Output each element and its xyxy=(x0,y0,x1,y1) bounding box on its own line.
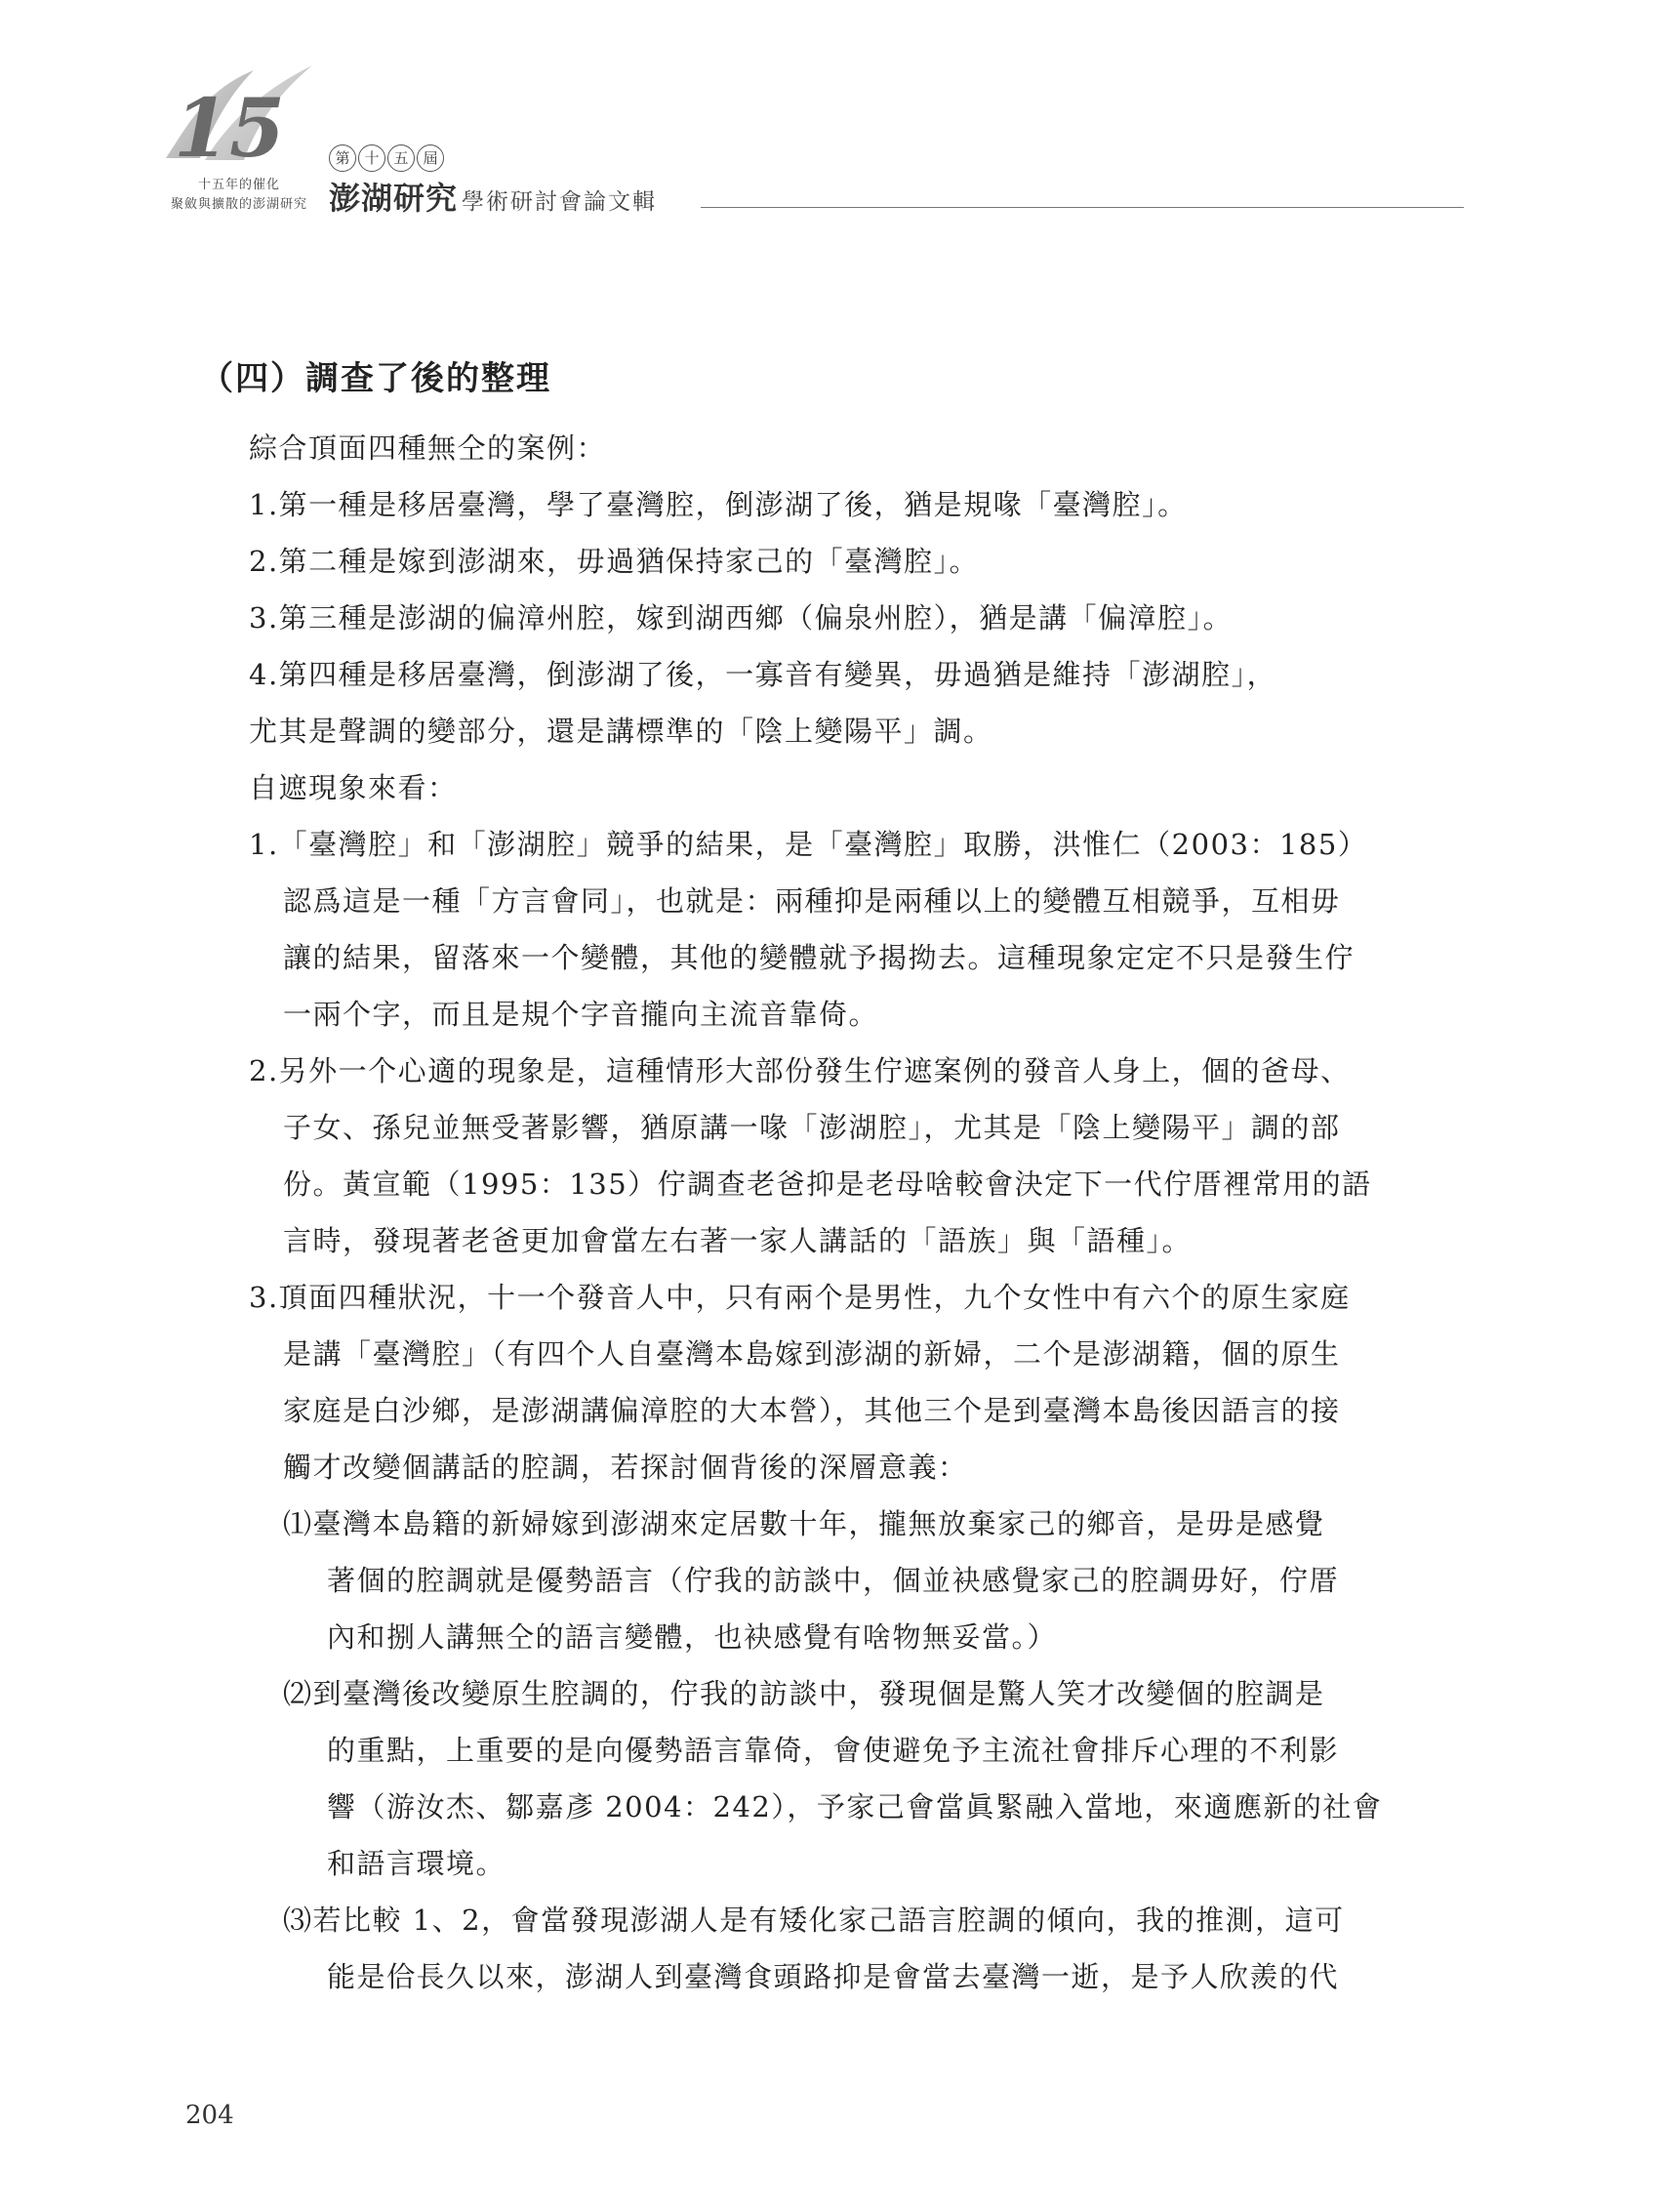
body-line: 家庭是白沙鄉，是澎湖講偏漳腔的大本營），其他三个是到臺灣本島後因語言的接 xyxy=(283,1394,1341,1427)
edition-char: 第 xyxy=(329,144,356,172)
body-line: 份。黃宣範（1995：135）佇調查老爸抑是老母啥較會決定下一代佇厝裡常用的語 xyxy=(283,1167,1372,1201)
body-line: 3.第三種是澎湖的偏漳州腔，嫁到湖西鄉（偏泉州腔），猶是講「偏漳腔」。 xyxy=(249,601,1234,635)
anniversary-logo xyxy=(146,51,322,187)
body-line: ⑵到臺灣後改變原生腔調的，佇我的訪談中，發現個是驚人笑才改變個的腔調是 xyxy=(283,1677,1325,1710)
logo-tagline-2: 聚斂與擴散的澎湖研究 xyxy=(170,197,307,212)
body-line: 觸才改變個講話的腔調，若探討個背後的深層意義： xyxy=(283,1451,968,1484)
body-line: ⑴臺灣本島籍的新婦嫁到澎湖來定居數十年，攏無放棄家己的鄉音，是毋是感覺 xyxy=(283,1507,1325,1540)
body-line: 3.頂面四種狀況，十一个發音人中，只有兩个是男性，九个女性中有六个的原生家庭 xyxy=(249,1281,1351,1314)
journal-title: 澎湖研究 xyxy=(329,180,459,217)
body-line: ⑶若比較 1、2，會當發現澎湖人是有矮化家己語言腔調的傾向，我的推測，這可 xyxy=(283,1904,1345,1937)
body-line: 讓的結果，留落來一个變體，其他的變體就予揭拗去。這種現象定定不只是發生佇 xyxy=(283,941,1356,974)
edition-badge xyxy=(329,144,444,174)
svg-text:15: 15 xyxy=(174,82,286,176)
body-line: 著個的腔調就是優勢語言（佇我的訪談中，個並袂感覺家己的腔調毋好，佇厝 xyxy=(327,1564,1340,1597)
body-line: 2.另外一个心適的現象是，這種情形大部份發生佇遮案例的發音人身上，個的爸母、 xyxy=(249,1054,1351,1087)
body-line: 能是佮長久以來，澎湖人到臺灣食頭路抑是會當去臺灣一逝，是予人欣羨的代 xyxy=(327,1960,1340,1993)
body-line: 響（游汝杰、鄒嘉彥 2004：242），予家己會當眞緊融入當地，來適應新的社會 xyxy=(327,1790,1383,1823)
body-line: 的重點，上重要的是向優勢語言靠倚，會使避免予主流社會排斥心理的不利影 xyxy=(327,1734,1340,1767)
header-divider xyxy=(701,207,1464,208)
body-line: 子女、孫兒並無受著影響，猶原講一喙「澎湖腔」，尤其是「陰上變陽平」調的部 xyxy=(283,1111,1341,1144)
body-line: 2.第二種是嫁到澎湖來，毋過猶保持家己的「臺灣腔」。 xyxy=(249,545,980,578)
body-line: 是講「臺灣腔」（有四个人自臺灣本島嫁到澎湖的新婦，二个是澎湖籍，個的原生 xyxy=(283,1337,1341,1371)
body-line: 1.「臺灣腔」和「澎湖腔」競爭的結果，是「臺灣腔」取勝，洪惟仁（2003：185） xyxy=(249,828,1368,861)
section-heading: （四）調查了後的整理 xyxy=(200,359,551,398)
body-line: 尤其是聲調的變部分，還是講標準的「陰上變陽平」調。 xyxy=(249,715,993,748)
journal-subtitle: 學術研討會論文輯 xyxy=(462,189,658,215)
body-line: 和語言環境。 xyxy=(327,1847,506,1880)
body-line: 綜合頂面四種無仝的案例： xyxy=(249,431,607,465)
page-number: 204 xyxy=(185,2101,234,2130)
body-line: 一兩个字，而且是規个字音攏向主流音靠倚。 xyxy=(283,998,879,1031)
body-line: 自遮現象來看： xyxy=(249,771,458,804)
edition-char: 十 xyxy=(358,144,385,172)
logo-tagline-1: 十五年的催化 xyxy=(197,178,280,192)
logo-15-emblem-icon xyxy=(146,51,322,187)
body-line: 1.第一種是移居臺灣，學了臺灣腔，倒澎湖了後，猶是規喙「臺灣腔」。 xyxy=(249,488,1188,521)
edition-char: 五 xyxy=(387,144,415,172)
body-line: 內和捌人講無仝的語言變體，也袂感覺有啥物無妥當。） xyxy=(327,1620,1058,1654)
body-line: 認爲這是一種「方言會同」，也就是：兩種抑是兩種以上的變體互相競爭，互相毋 xyxy=(283,884,1341,918)
body-line: 4.第四種是移居臺灣，倒澎湖了後，一寡音有變異，毋過猶是維持「澎湖腔」， xyxy=(249,658,1277,691)
body-line: 言時，發現著老爸更加會當左右著一家人講話的「語族」與「語種」。 xyxy=(283,1224,1193,1257)
edition-char: 屆 xyxy=(417,144,444,172)
journal-title-block xyxy=(329,174,657,219)
page-header xyxy=(0,0,1659,254)
